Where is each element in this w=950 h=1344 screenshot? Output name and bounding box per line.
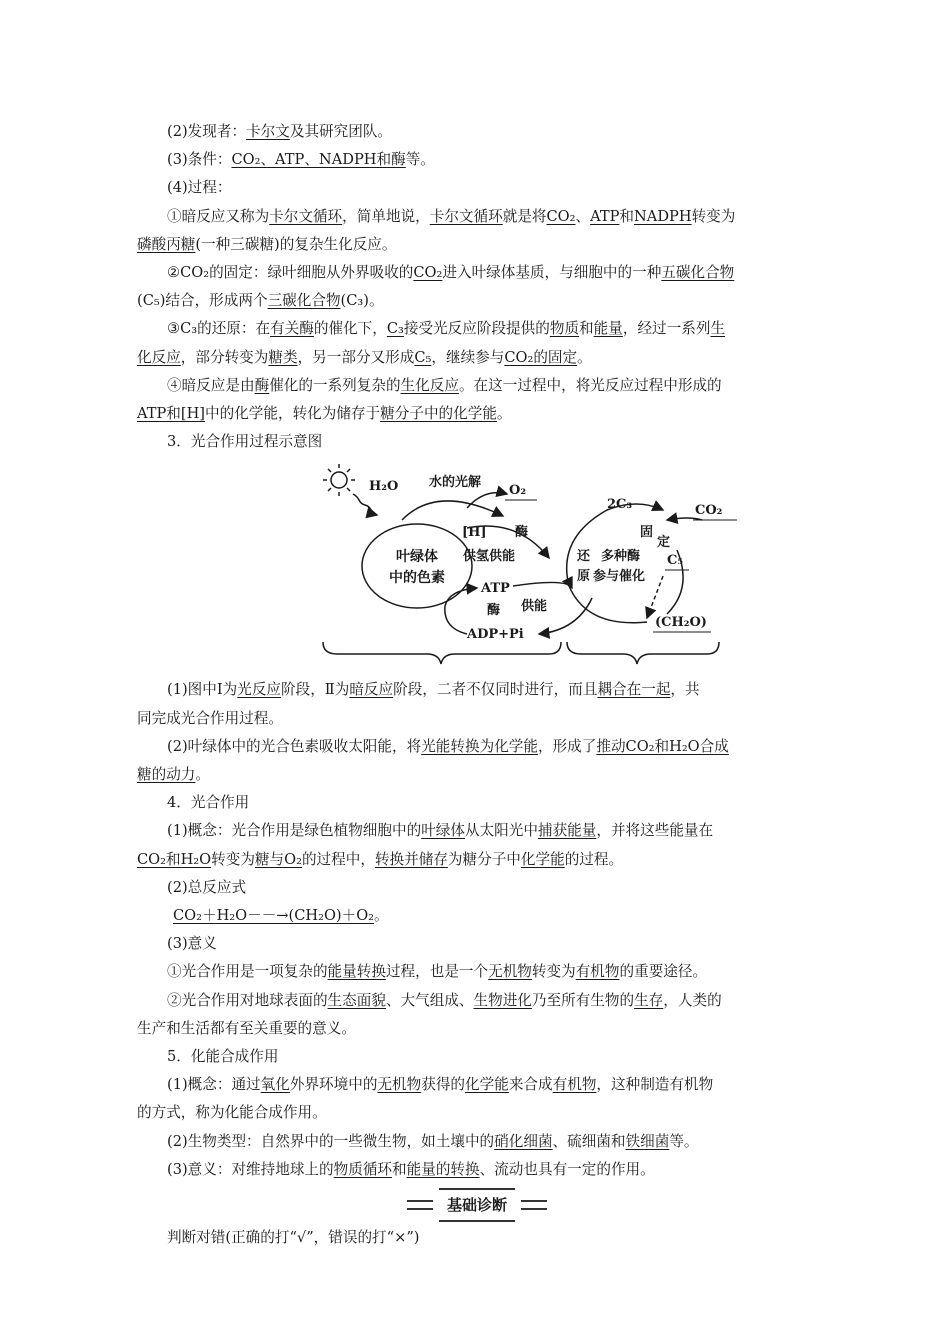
- text: (一种三碳糖)的复杂生化反应。: [195, 235, 397, 253]
- text: ，另一部分又形成: [297, 348, 415, 366]
- answer-blank: 铁细菌: [625, 1132, 670, 1150]
- answer-blank: 捕获能量: [537, 822, 597, 840]
- text: 获得的: [421, 1076, 466, 1094]
- text: ，部分转变为: [180, 348, 269, 366]
- answer-blank: 卡尔文: [246, 123, 290, 140]
- answer-blank: 糖类: [268, 348, 298, 366]
- fix-label-2: 定: [657, 535, 671, 551]
- answer-blank: 光反应: [237, 681, 282, 699]
- text: 过程，也是一个: [385, 963, 489, 981]
- banner-left-rule: [407, 1200, 433, 1210]
- answer-blank: CO₂和H₂O: [137, 850, 212, 868]
- para-chemosynthesis-concept: [137, 1071, 817, 1127]
- line-equation: [137, 902, 817, 930]
- text: 。: [577, 348, 592, 366]
- text: 等。: [405, 151, 435, 169]
- answer-blank: 推动CO₂和H₂O合成: [596, 737, 729, 755]
- text: 催化的一系列复杂的: [269, 376, 401, 394]
- text: (1)图中Ⅰ为: [167, 681, 238, 699]
- answer-blank: CO₂: [413, 264, 443, 282]
- text: 转变为: [691, 207, 736, 225]
- text: 。在这一过程中，将光反应过程中形成的: [458, 376, 722, 394]
- answer-blank: CO₂的固定: [504, 348, 578, 366]
- answer-blank: 光能转换为化学能: [421, 737, 538, 755]
- answer-blank: 糖的动力: [137, 766, 196, 784]
- text: 的过程中，: [301, 850, 375, 868]
- light-wave-arrow: [353, 494, 377, 515]
- para-organism-types: [137, 1128, 817, 1156]
- section-5-heading: [137, 1043, 817, 1071]
- supply-h-label: 供氢供能: [463, 549, 516, 565]
- answer-blank: 磷酸丙糖: [137, 235, 196, 253]
- stage-2-brace: [567, 642, 719, 664]
- answer-blank: 化反应: [137, 348, 181, 366]
- text: 的方式，称为化能合成作用。: [137, 1104, 327, 1122]
- answer-blank: 物质: [549, 320, 580, 338]
- line-true-false-instructions: [137, 1224, 817, 1252]
- answer-blank: 无机物: [488, 963, 532, 981]
- text: 判断对错(正确的打“√”，错误的打“×”): [167, 1229, 420, 1247]
- answer-blank: 叶绿体: [421, 822, 465, 840]
- answer-blank: ATP和[H]: [137, 405, 206, 423]
- answer-blank: 酶: [254, 376, 270, 394]
- answer-blank: 化学能: [465, 1076, 509, 1094]
- text: ，人类的: [663, 991, 722, 1009]
- answer-blank: 生: [710, 320, 726, 338]
- line-process-heading: [137, 174, 817, 202]
- answer-blank: CO₂、ATP、NADPH和酶: [231, 151, 406, 169]
- text: 、流动也具有一定的作用。: [479, 1160, 655, 1178]
- line-discoverer: [137, 118, 817, 146]
- enzyme-label-2: 酶: [487, 603, 501, 619]
- answer-blank: 硝化细菌: [494, 1132, 553, 1150]
- text: (C₃)。: [340, 292, 384, 310]
- answer-blank: 有机物: [552, 1076, 597, 1094]
- section-3-heading: [137, 428, 817, 456]
- h-label: [H]: [462, 525, 487, 541]
- text: ③C₃的还原：在: [167, 320, 271, 338]
- photosynthesis-diagram: [137, 458, 817, 670]
- text: 5．化能合成作用: [167, 1048, 279, 1066]
- text: (C₅)结合，形成两个: [137, 292, 268, 310]
- text: 从太阳光中: [464, 822, 538, 840]
- text: 。: [374, 907, 389, 925]
- answer-blank: 三碳化合物: [267, 292, 341, 310]
- answer-blank: 物质循环: [333, 1160, 393, 1178]
- text: 3．光合作用过程示意图: [167, 433, 323, 451]
- text: (2)生物类型：自然界中的一些微生物，如土壤中的: [167, 1132, 495, 1150]
- text: ①暗反应又称为: [167, 207, 270, 225]
- text: 转变为: [531, 963, 576, 981]
- para-dark-reaction-energy: [137, 372, 817, 428]
- text: 转变为: [211, 850, 255, 868]
- answer-blank: C₃: [386, 320, 404, 338]
- para-co2-fixation: [137, 259, 817, 315]
- text: 、大气组成、: [385, 991, 474, 1009]
- text: (3)条件：: [167, 151, 232, 169]
- stage-1-brace: [323, 642, 561, 664]
- banner-title: 基础诊断: [439, 1188, 515, 1222]
- para-chemosynthesis-meaning: [137, 1156, 817, 1184]
- text: 等。: [669, 1132, 699, 1150]
- o2-label: O₂: [509, 483, 527, 499]
- text: 为糖分子中: [447, 850, 521, 868]
- text: 外界环境中的: [289, 1076, 378, 1094]
- text: ，并将这些能量在: [596, 822, 714, 840]
- text: ，简单地说，: [342, 207, 430, 225]
- answer-blank: 生态面貌: [327, 991, 386, 1009]
- text: (1)概念：光合作用是绿色植物细胞中的: [167, 822, 422, 840]
- answer-blank: 卡尔文循环: [429, 207, 503, 225]
- multi-enzyme-label-2: 参与催化: [593, 569, 646, 585]
- text: ④暗反应是由: [167, 376, 255, 394]
- text: 就是将: [502, 207, 547, 225]
- atp-label: ATP: [481, 581, 510, 597]
- answer-blank: 卡尔文循环: [269, 207, 343, 225]
- para-c3-reduction: [137, 315, 817, 371]
- document-content: [137, 118, 817, 1253]
- text: 、: [575, 207, 591, 225]
- text: 中的化学能，转化为储存于: [205, 405, 381, 423]
- answer-blank: 能量: [593, 320, 623, 338]
- para-dark-reaction: [137, 203, 817, 259]
- text: 阶段，Ⅱ为: [281, 681, 350, 699]
- reduce-label-1: 还: [577, 549, 591, 565]
- para-meaning-1: [137, 958, 817, 986]
- fix-label-1: 固: [640, 525, 654, 541]
- answer-blank: 糖与O₂: [254, 850, 302, 868]
- text: 的过程。: [564, 850, 624, 868]
- para-stages: [137, 676, 817, 732]
- o2-arrow: [467, 493, 507, 508]
- answer-blank: 化学能: [520, 850, 565, 868]
- atp-to-dark-arrow: [513, 583, 572, 589]
- answer-blank: 暗反应: [349, 681, 394, 699]
- answer-blank: 生存: [634, 991, 664, 1009]
- text: ，经过一系列: [622, 320, 711, 338]
- answer-blank: 有机物: [575, 963, 620, 981]
- text: (2)叶绿体中的光合色素吸收太阳能，将: [167, 737, 422, 755]
- answer-blank: 转换并储存: [374, 850, 448, 868]
- enzyme-label-1: 酶: [515, 525, 529, 541]
- co2-label: CO₂: [695, 503, 723, 519]
- answer-blank: ATP: [590, 207, 620, 225]
- line-total-equation-heading: [137, 874, 817, 902]
- pigment-label-1: 叶绿体: [396, 549, 438, 566]
- answer-blank: 生化反应: [400, 376, 459, 394]
- two-c3-label: 2C₃: [607, 497, 633, 513]
- text: 生产和生活都有至关重要的意义。: [137, 1019, 356, 1037]
- text: (1)概念：通过: [167, 1076, 261, 1094]
- equation-blank: CO₂＋H₂O－－→(CH₂O)＋O₂: [173, 907, 375, 925]
- text: 和: [392, 1160, 407, 1178]
- banner-right-rule: [521, 1200, 547, 1210]
- text: (3)意义: [167, 935, 217, 953]
- text: 、硫细菌和: [552, 1132, 626, 1150]
- pigment-ellipse: [362, 524, 472, 608]
- sun-icon: [323, 464, 355, 496]
- text: 和: [619, 207, 635, 225]
- banner-box: [407, 1188, 547, 1222]
- water-split-arrow: [402, 501, 503, 520]
- text: 同完成光合作用过程。: [137, 709, 283, 727]
- adp-label: ADP+Pi: [467, 627, 524, 643]
- h2o-label: H₂O: [369, 479, 399, 495]
- text: 进入叶绿体基质，与细胞中的一种: [442, 264, 662, 282]
- text: 4．光合作用: [167, 794, 250, 812]
- text: (3)意义：对维持地球上的: [167, 1160, 334, 1178]
- text: 。: [195, 766, 210, 784]
- multi-enzyme-label-1: 多种酶: [601, 549, 641, 565]
- text: ，继续参与: [431, 348, 505, 366]
- answer-blank: 氧化: [260, 1076, 290, 1094]
- text: 来合成: [508, 1076, 553, 1094]
- text: 接受光反应阶段提供的: [403, 320, 550, 338]
- answer-blank: 耦合在一起: [597, 681, 671, 699]
- answer-blank: 有关酶: [270, 320, 314, 338]
- text: (2)总反应式: [167, 878, 247, 896]
- text: ①光合作用是一项复杂的: [167, 963, 328, 981]
- section-banner: [137, 1188, 817, 1222]
- answer-blank: 能量转换: [327, 963, 386, 981]
- water-split-label: 水的光解: [429, 475, 482, 491]
- para-concept: [137, 817, 817, 873]
- reduce-label-2: 原: [577, 569, 591, 585]
- supply-energy-label: 供能: [521, 599, 548, 615]
- text: 和: [579, 320, 594, 338]
- pigment-label-2: 中的色素: [389, 570, 445, 587]
- text: 乃至所有生物的: [531, 991, 635, 1009]
- text: ②光合作用对地球表面的: [167, 991, 328, 1009]
- answer-blank: C₅: [414, 348, 432, 366]
- line-meaning-heading: [137, 930, 817, 958]
- c5-label: C₅: [667, 553, 684, 569]
- answer-blank: NADPH: [634, 207, 692, 225]
- text: 的催化下，: [313, 320, 387, 338]
- text: ，形成了: [537, 737, 597, 755]
- answer-blank: CO₂: [546, 207, 576, 225]
- text: (4)过程：: [167, 179, 232, 197]
- line-conditions: [137, 146, 817, 174]
- text: 阶段，二者不仅同时进行，而且: [393, 681, 598, 699]
- text: ②CO₂的固定：绿叶细胞从外界吸收的: [167, 264, 414, 282]
- text: ，这种制造有机物: [596, 1076, 714, 1094]
- answer-blank: 糖分子中的化学能: [380, 405, 497, 423]
- text: (2)发现者：: [167, 123, 247, 140]
- answer-blank: 五碳化合物: [661, 264, 735, 282]
- c5-to-ch2o-arrow: [647, 576, 663, 618]
- text: 及其研究团队。: [289, 123, 393, 140]
- answer-blank: 无机物: [377, 1076, 422, 1094]
- para-pigment-energy: [137, 733, 817, 789]
- text: 的重要途径。: [619, 963, 708, 981]
- ch2o-label: (CH₂O): [655, 615, 707, 631]
- answer-blank: 能量的转换: [406, 1160, 480, 1178]
- answer-blank: 生物进化: [473, 991, 532, 1009]
- section-4-heading: [137, 789, 817, 817]
- text: 。: [496, 405, 512, 423]
- text: ，共: [670, 681, 700, 699]
- para-meaning-2: [137, 987, 817, 1043]
